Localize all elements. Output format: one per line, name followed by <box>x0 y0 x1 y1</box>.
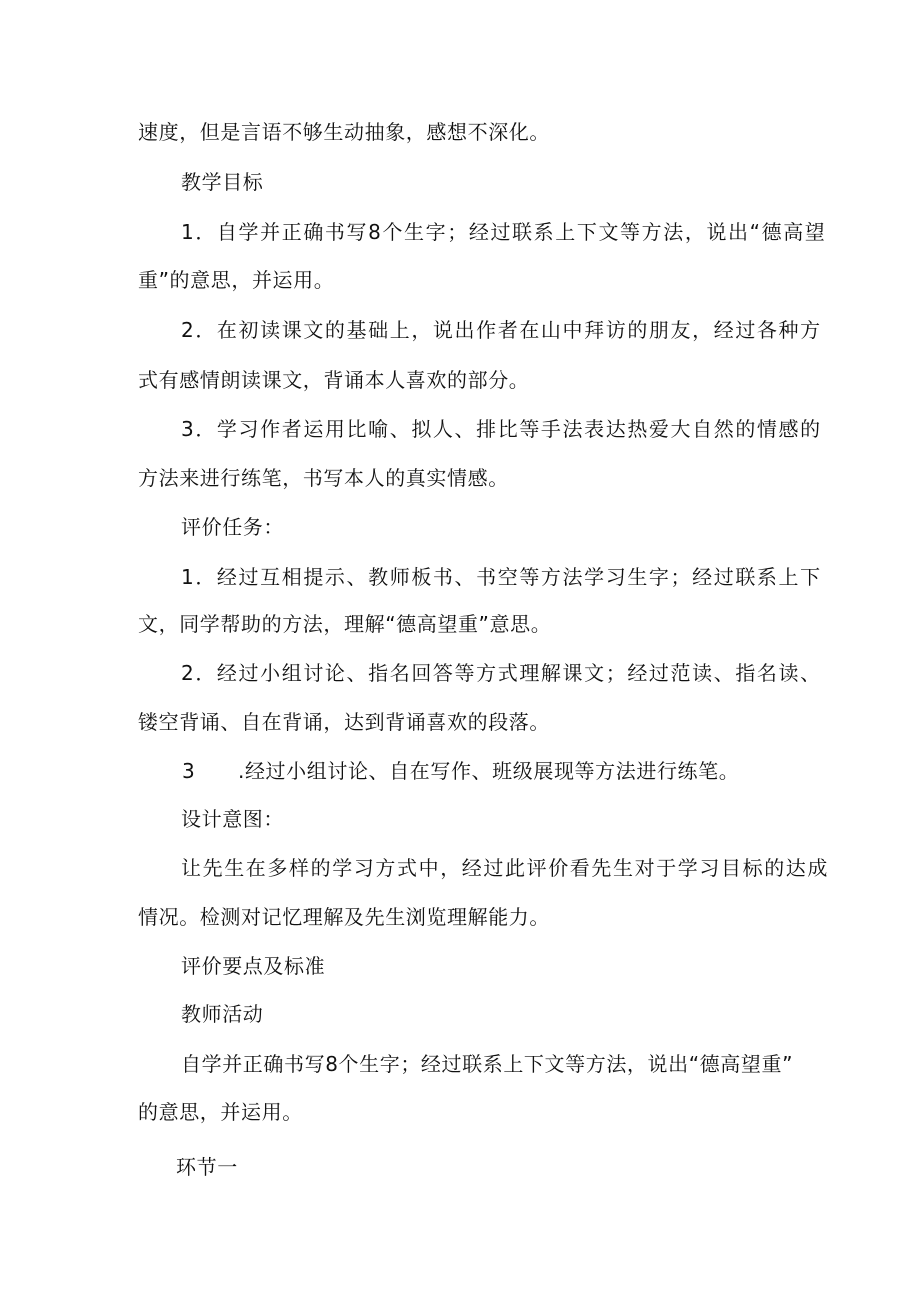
section-heading-evaluation-criteria: 评价要点及标准 <box>181 954 326 978</box>
section-heading-evaluation-tasks: 评价任务： <box>181 515 284 539</box>
task-item-3-text: .经过小组讨论、自在写作、班级展现等方法进行练笔。 <box>238 759 740 783</box>
design-intent-text-continued: 情况。检测对记忆理解及先生浏览理解能力。 <box>138 905 550 929</box>
teacher-activity-text: 自学并正确书写8个生字；经过联系上下文等方法，说出“德高望重” <box>181 1052 794 1076</box>
goal-item-3: 3．学习作者运用比喻、拟人、排比等手法表达热爱大自然的情感的 <box>181 417 822 441</box>
goal-item-1: 1．自学并正确书写8个生字；经过联系上下文等方法，说出“德高望 <box>181 220 827 244</box>
section-heading-step-one: 环节一 <box>176 1155 238 1179</box>
section-heading-teacher-activity: 教师活动 <box>181 1002 264 1026</box>
goal-item-2: 2．在初读课文的基础上，说出作者在山中拜访的朋友，经过各种方 <box>181 318 822 342</box>
goal-item-2-continued: 式有感情朗读课文，背诵本人喜欢的部分。 <box>138 368 530 392</box>
design-intent-text: 让先生在多样的学习方式中，经过此评价看先生对于学习目标的达成 <box>181 856 829 880</box>
task-item-3-number: 3 <box>182 759 196 783</box>
teacher-activity-text-continued: 的意思，并运用。 <box>138 1100 303 1124</box>
section-heading-teaching-goals: 教学目标 <box>181 170 264 194</box>
task-item-1: 1．经过互相提示、教师板书、书空等方法学习生字；经过联系上下 <box>181 565 822 589</box>
paragraph-line: 速度，但是言语不够生动抽象，感想不深化。 <box>138 120 550 144</box>
task-item-2-continued: 镂空背诵、自在背诵，达到背诵喜欢的段落。 <box>138 710 550 734</box>
task-item-2: 2．经过小组讨论、指名回答等方式理解课文；经过范读、指名读、 <box>181 661 822 685</box>
goal-item-3-continued: 方法来进行练笔，书写本人的真实情感。 <box>138 466 509 490</box>
task-item-1-continued: 文，同学帮助的方法，理解“德高望重”意思。 <box>138 612 552 636</box>
goal-item-1-continued: 重”的意思，并运用。 <box>138 268 335 292</box>
section-heading-design-intent: 设计意图： <box>181 807 284 831</box>
